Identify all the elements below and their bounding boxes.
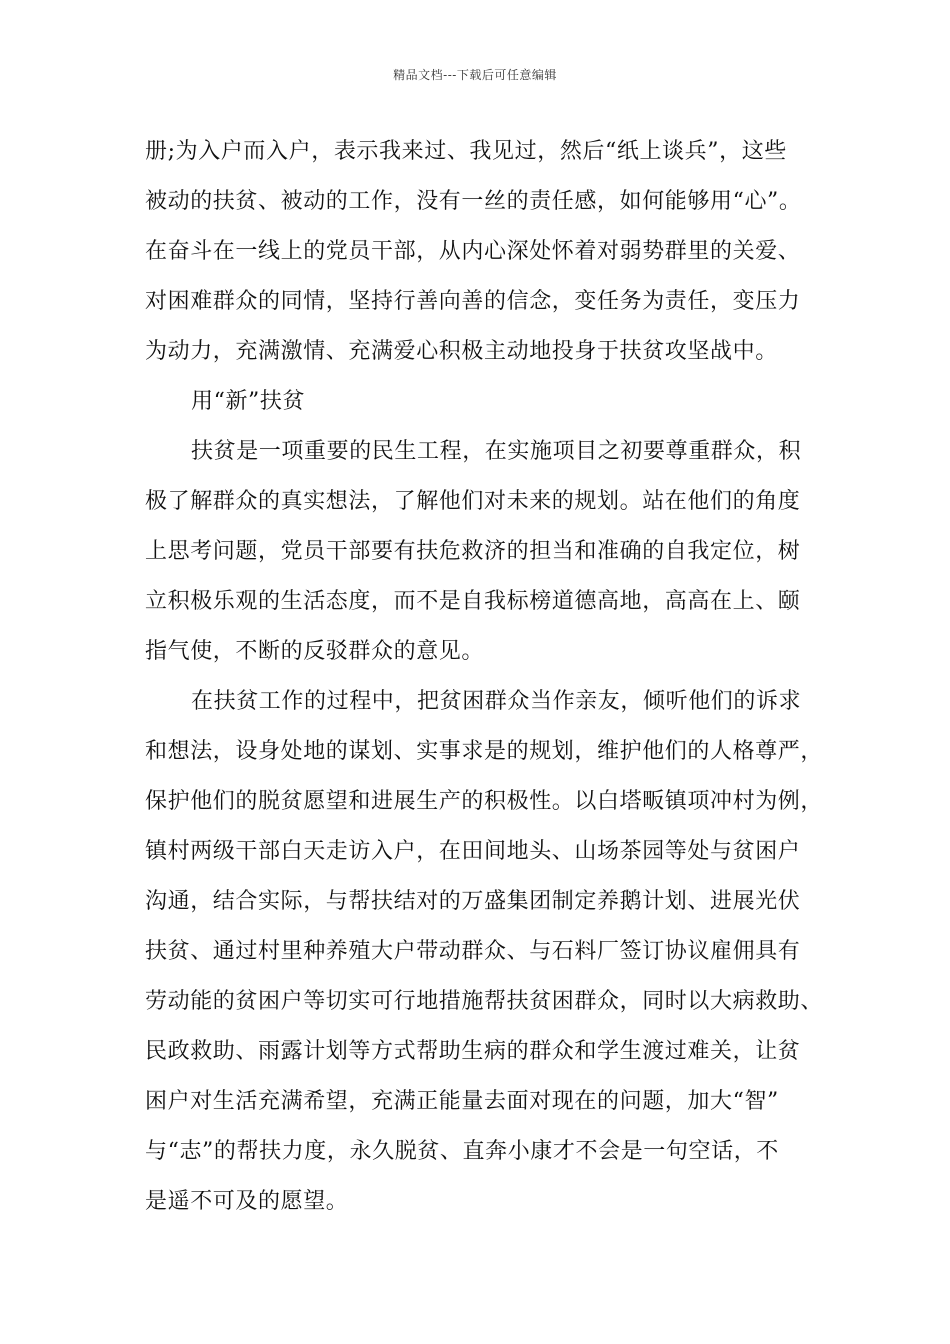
text-line: 为动力，充满激情、充满爱心积极主动地投身于扶贫攻坚战中。 <box>145 339 778 364</box>
text-line: 用“新”扶贫 <box>191 389 306 414</box>
text-line: 民政救助、雨露计划等方式帮助生病的群众和学生渡过难关，让贫 <box>145 1039 801 1064</box>
text-line: 极了解群众的真实想法，了解他们对未来的规划。站在他们的角度 <box>145 489 801 514</box>
text-line: 在扶贫工作的过程中，把贫困群众当作亲友，倾听他们的诉求 <box>191 689 802 714</box>
text-line: 劳动能的贫困户等切实可行地措施帮扶贫困群众，同时以大病救助、 <box>145 989 824 1014</box>
text-line: 立积极乐观的生活态度，而不是自我标榜道德高地，高高在上、颐 <box>145 589 801 614</box>
text-line: 对困难群众的同情，坚持行善向善的信念，变任务为责任，变压力 <box>145 289 801 314</box>
page-header: 精品文档---下载后可任意编辑 <box>393 68 557 82</box>
text-line: 扶贫是一项重要的民生工程，在实施项目之初要尊重群众，积 <box>191 439 802 464</box>
text-line: 被动的扶贫、被动的工作，没有一丝的责任感，如何能够用“心”。 <box>145 189 802 214</box>
text-line: 镇村两级干部白天走访入户，在田间地头、山场茶园等处与贫困户 <box>145 839 801 864</box>
text-line: 上思考问题，党员干部要有扶危救济的担当和准确的自我定位，树 <box>145 539 801 564</box>
text-line: 和想法，设身处地的谋划、实事求是的规划，维护他们的人格尊严， <box>145 739 824 764</box>
text-line: 扶贫、通过村里种养殖大户带动群众、与石料厂签订协议雇佣具有 <box>145 939 801 964</box>
text-line: 困户对生活充满希望，充满正能量去面对现在的问题，加大“智” <box>145 1089 779 1114</box>
text-line: 沟通，结合实际，与帮扶结对的万盛集团制定养鹅计划、进展光伏 <box>145 889 801 914</box>
document-body <box>145 130 825 1230</box>
text-line: 册;为入户而入户，表示我来过、我见过，然后“纸上谈兵”，这些 <box>145 139 787 164</box>
text-line: 在奋斗在一线上的党员干部，从内心深处怀着对弱势群里的关爱、 <box>145 239 801 264</box>
text-line: 保护他们的脱贫愿望和进展生产的积极性。以白塔畈镇项冲村为例， <box>145 789 824 814</box>
text-line: 与“志”的帮扶力度，永久脱贫、直奔小康才不会是一句空话，不 <box>145 1139 779 1164</box>
text-line: 指气使，不断的反驳群众的意见。 <box>145 639 485 664</box>
text-line: 是遥不可及的愿望。 <box>145 1189 349 1214</box>
